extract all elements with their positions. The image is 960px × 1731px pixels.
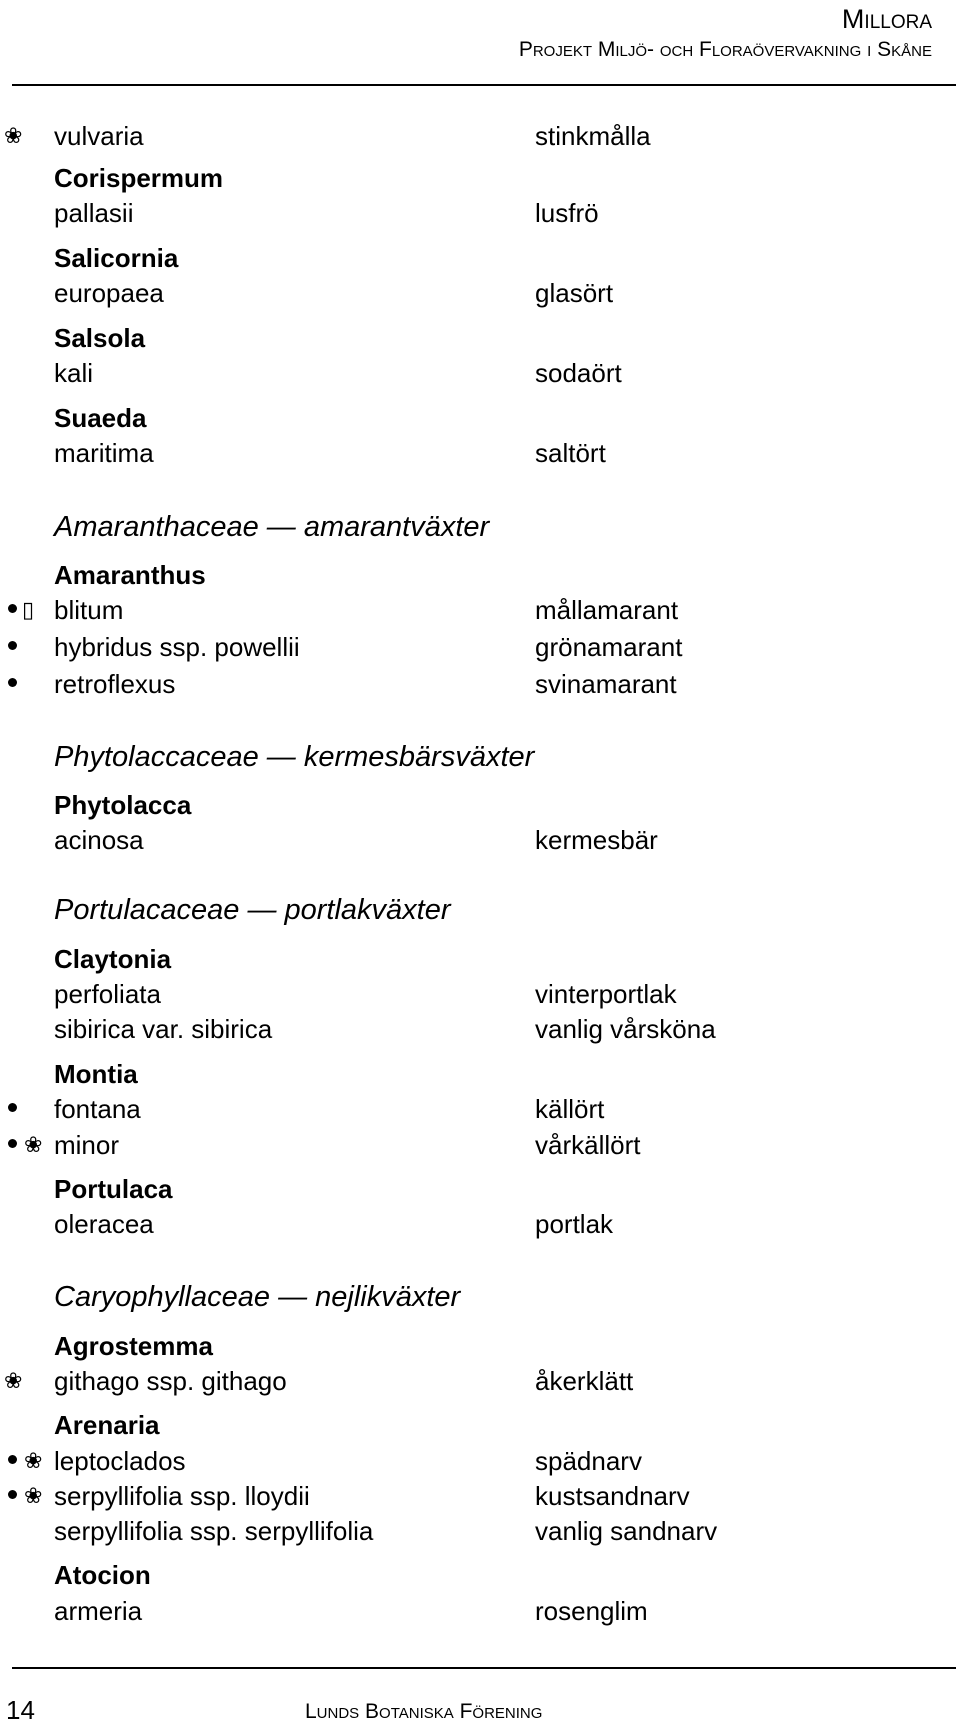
common-name: sodaört <box>535 358 622 388</box>
header-title: Millora <box>841 4 932 34</box>
common-name: rosenglim <box>535 1596 648 1626</box>
genus-name: Salicornia <box>54 243 179 273</box>
common-name: vinterportlak <box>535 979 677 1009</box>
species-name: hybridus ssp. powellii <box>54 632 300 662</box>
header-subtitle: Projekt Miljö- och Floraövervakning i Skåne <box>518 38 932 61</box>
genus-name: Phytolacca <box>54 790 192 820</box>
species-name: pallasii <box>54 198 134 228</box>
genus-name: Suaeda <box>54 403 147 433</box>
species-name: githago ssp. githago <box>54 1366 287 1396</box>
family-heading: Portulacaceae — portlakväxter <box>54 894 451 926</box>
flower-icon: ❀ <box>24 1483 43 1508</box>
common-name: kustsandnarv <box>535 1481 690 1511</box>
species-name: serpyllifolia ssp. lloydii <box>54 1481 310 1511</box>
common-name: portlak <box>535 1209 614 1239</box>
species-name: perfoliata <box>54 979 161 1009</box>
genus-name: Portulaca <box>54 1174 173 1204</box>
common-name: stinkmålla <box>535 121 651 151</box>
species-name: serpyllifolia ssp. serpyllifolia <box>54 1516 374 1546</box>
species-name: kali <box>54 358 94 388</box>
bullet-icon <box>8 641 17 650</box>
species-name: oleracea <box>54 1209 154 1239</box>
common-name: saltört <box>535 438 606 468</box>
genus-name: Salsola <box>54 323 146 353</box>
bullet-icon <box>8 1455 17 1464</box>
species-name: minor <box>54 1130 120 1160</box>
common-name: vårkällört <box>535 1130 641 1160</box>
species-name: armeria <box>54 1596 143 1626</box>
flower-icon: ❀ <box>24 1132 43 1157</box>
genus-name: Atocion <box>54 1560 151 1590</box>
bullet-icon <box>8 1103 17 1112</box>
genus-name: Corispermum <box>54 163 224 193</box>
common-name: åkerklätt <box>535 1366 634 1396</box>
genus-name: Agrostemma <box>54 1331 213 1361</box>
header-rule <box>12 84 956 86</box>
species-name: blitum <box>54 595 124 625</box>
flower-icon: ❀ <box>4 1368 23 1393</box>
genus-name: Montia <box>54 1059 138 1089</box>
species-name: vulvaria <box>54 121 144 151</box>
bullet-icon <box>8 604 17 613</box>
common-name: svinamarant <box>535 669 677 699</box>
common-name: kermesbär <box>535 825 658 855</box>
species-name: retroflexus <box>54 669 176 699</box>
species-name: sibirica var. sibirica <box>54 1014 273 1044</box>
common-name: spädnarv <box>535 1446 642 1476</box>
common-name: vanlig vårsköna <box>535 1014 716 1044</box>
page-number: 14 <box>6 1695 35 1725</box>
common-name: vanlig sandnarv <box>535 1516 718 1546</box>
footer-rule <box>12 1667 956 1669</box>
genus-name: Amaranthus <box>54 560 206 590</box>
bullet-icon <box>8 678 17 687</box>
species-name: europaea <box>54 278 164 308</box>
species-name: maritima <box>54 438 154 468</box>
flower-icon: ❀ <box>24 1448 43 1473</box>
species-name: acinosa <box>54 825 144 855</box>
footer-text: Lunds Botaniska Förening <box>305 1700 543 1723</box>
species-name: leptoclados <box>54 1446 186 1476</box>
common-name: lusfrö <box>535 198 599 228</box>
common-name: grönamarant <box>535 632 683 662</box>
bullet-icon <box>8 1490 17 1499</box>
family-heading: Caryophyllaceae — nejlikväxter <box>54 1281 461 1313</box>
box-icon: ▯ <box>22 597 35 622</box>
family-heading: Phytolaccaceae — kermesbärsväxter <box>54 741 535 773</box>
genus-name: Claytonia <box>54 944 172 974</box>
common-name: källört <box>535 1094 605 1124</box>
flower-icon: ❀ <box>4 123 23 148</box>
species-name: fontana <box>54 1094 141 1124</box>
common-name: glasört <box>535 278 614 308</box>
family-heading: Amaranthaceae — amarantväxter <box>54 511 490 543</box>
common-name: mållamarant <box>535 595 679 625</box>
genus-name: Arenaria <box>54 1410 160 1440</box>
bullet-icon <box>8 1139 17 1148</box>
